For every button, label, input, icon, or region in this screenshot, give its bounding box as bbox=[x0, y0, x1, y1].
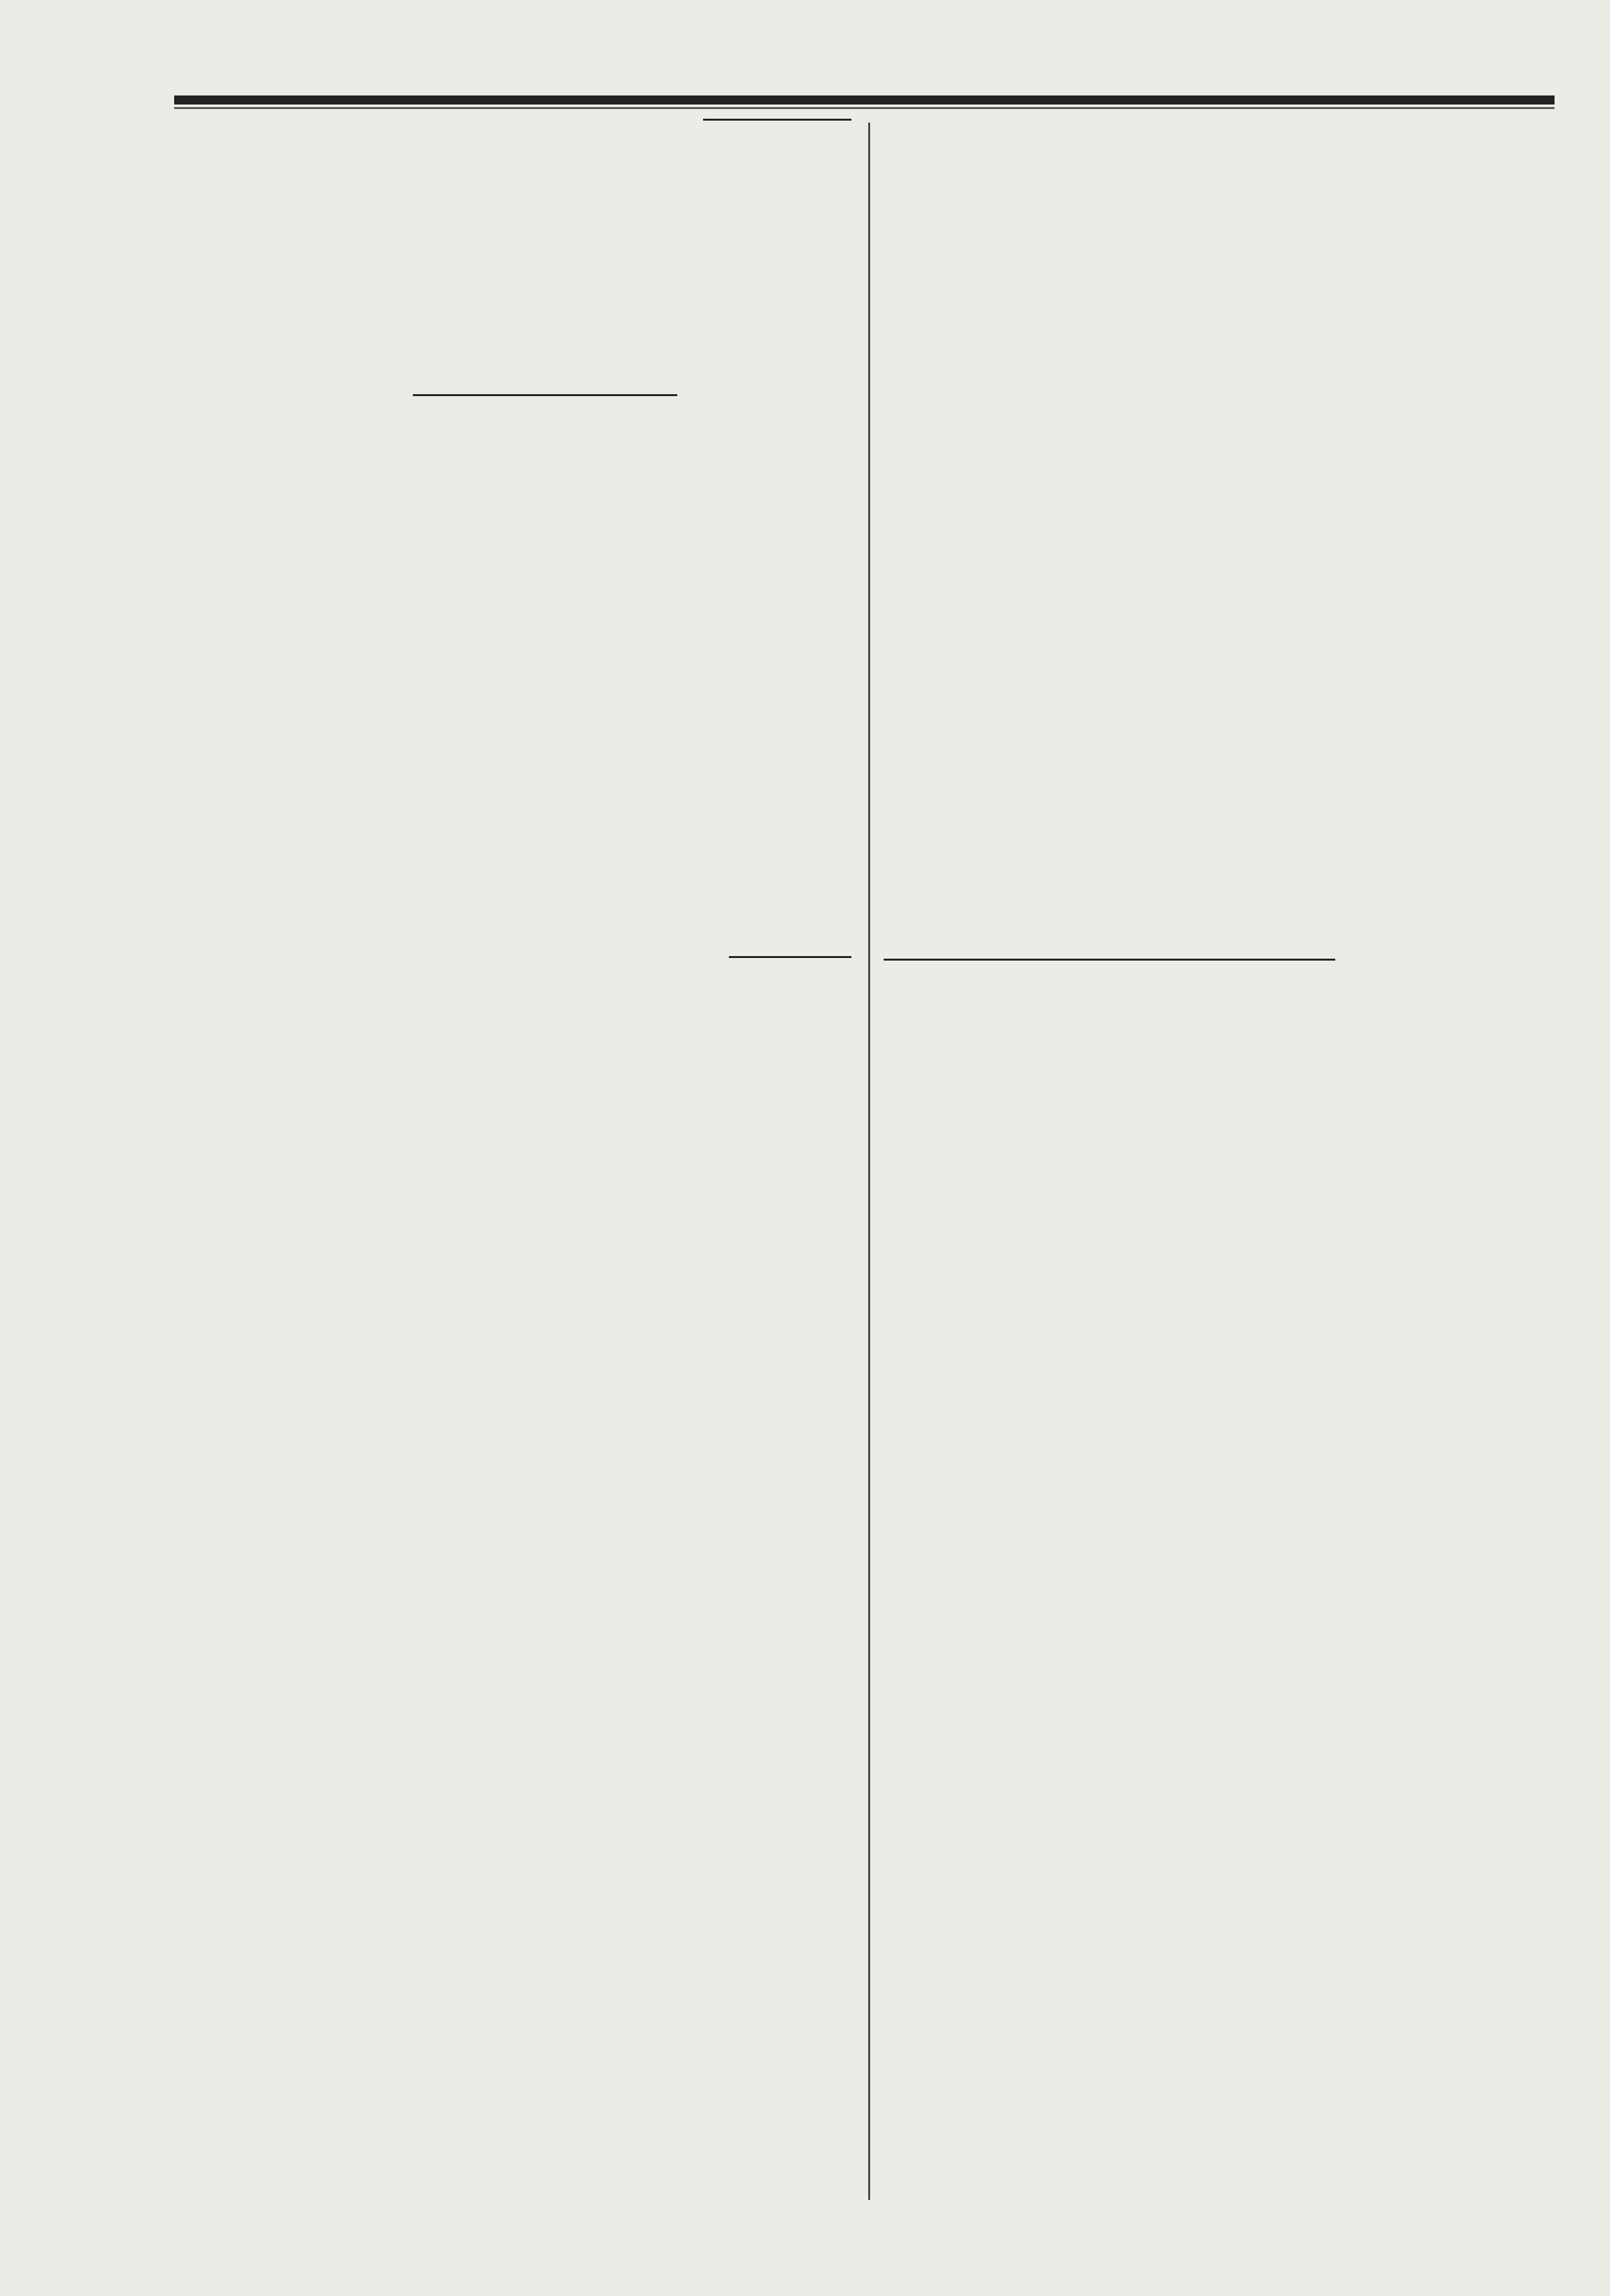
signatures-row-1 bbox=[155, 152, 851, 179]
column-divider bbox=[868, 123, 870, 2200]
signatures-row-2 bbox=[155, 179, 851, 207]
secretary2-row bbox=[155, 356, 851, 384]
secretary-name-row bbox=[155, 269, 851, 297]
left-budget bbox=[155, 428, 851, 1086]
left-budget-table bbox=[155, 428, 851, 1086]
right-budget1-header bbox=[884, 126, 1558, 210]
right-budget2-header bbox=[884, 986, 1558, 1064]
right-budget1-table bbox=[884, 126, 1558, 959]
right-column bbox=[884, 117, 1558, 1464]
signatures-row-3 bbox=[155, 207, 851, 235]
header-rule-thin bbox=[174, 107, 1555, 109]
copy-row bbox=[155, 301, 851, 328]
left-column bbox=[155, 117, 851, 1086]
left-budget-total bbox=[729, 956, 851, 958]
right-budget2-table bbox=[884, 986, 1558, 1464]
right-budget1-director bbox=[884, 959, 1335, 961]
copy-place-row bbox=[155, 328, 851, 356]
left-budget-header bbox=[155, 428, 851, 493]
header-rule bbox=[174, 95, 1555, 105]
total-line bbox=[155, 119, 851, 146]
total-amount bbox=[703, 119, 851, 121]
secretary-row bbox=[155, 241, 851, 269]
section-rule bbox=[413, 394, 677, 396]
